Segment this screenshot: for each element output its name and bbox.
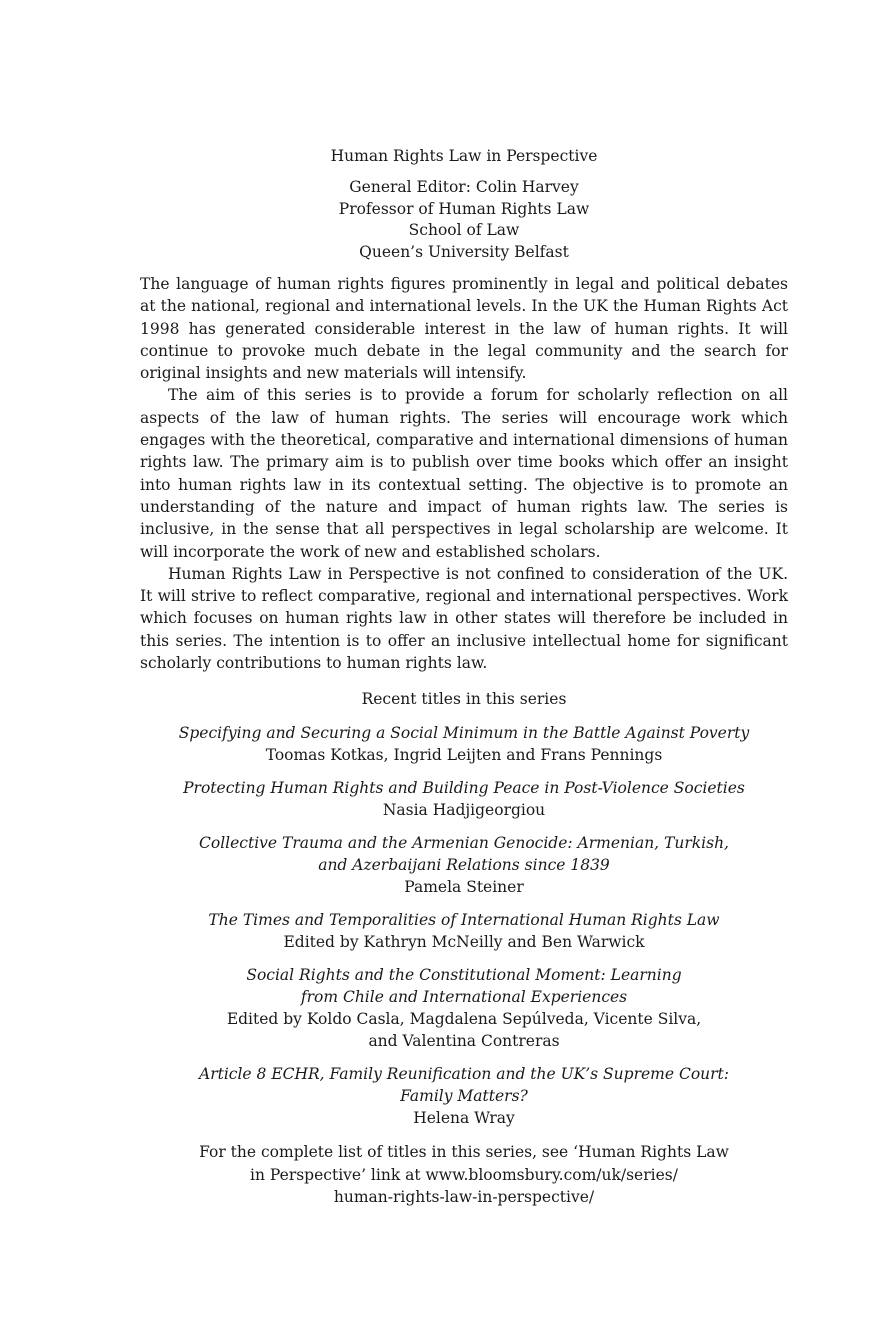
recent-titles-heading: Recent titles in this series [361,690,567,709]
editor-line: Queen’s University Belfast [359,242,569,261]
book-title: and Azerbaijani Relations since 1839 [318,856,610,875]
note-line: in Perspective’ link at www.bloomsbury.com/uk/series/ [250,1165,678,1184]
list-item [140,777,788,821]
note-line: human-rights-law-in-perspective/ [333,1188,595,1207]
list-item [140,832,788,898]
book-authors: Helena Wray [413,1109,515,1128]
list-item [140,909,788,953]
list-item [140,722,788,766]
book-title: Collective Trauma and the Armenian Genocide: Armenian, Turkish, [199,834,729,853]
book-title: Social Rights and the Constitutional Moment: Learning [246,966,682,985]
recent-titles-list [140,722,788,1129]
editor-line: General Editor: Colin Harvey [349,178,579,196]
list-item [140,1063,788,1129]
book-title: from Chile and International Experiences [300,988,628,1007]
aim-paragraph: The aim of this series is to provide a forum for scholarly reflection on all aspects of the law of human rights. The series will encourage work which engages with the theoretical, comparative and international dimensions of human rights law. The primary aim is to publish over time books which offer an insight into human rights law in its contextual setting. The objective is to promote an understanding of the nature and impact of human rights law. The series is inclusive, in the sense that all perspectives in legal scholarship are welcome. It will incorporate the work of new and established scholars. [140,386,788,561]
book-title: Specifying and Securing a Social Minimum in the Battle Against Poverty [178,724,750,743]
editor-line: Professor of Human Rights Law [338,199,590,218]
series-title: Human Rights Law in Perspective [330,147,598,165]
book-authors: Edited by Kathryn McNeilly and Ben Warwick [283,933,645,952]
book-authors: Nasia Hadjigeorgiou [382,801,546,820]
book-title: Article 8 ECHR, Family Reunification and the UK’s Supreme Court: [199,1065,729,1084]
book-authors: and Valentina Contreras [368,1032,560,1051]
editor-block [140,177,788,263]
book-title: Family Matters? [400,1087,528,1106]
book-authors: Pamela Steiner [404,878,524,897]
note-line: For the complete list of titles in this series, see ‘Human Rights Law [199,1143,729,1162]
book-title: The Times and Temporalities of International Human Rights Law [208,911,720,930]
book-authors: Toomas Kotkas, Ingrid Leijten and Frans Pennings [265,746,663,765]
list-item [140,964,788,1052]
complete-list-note [140,1141,788,1209]
book-title: Protecting Human Rights and Building Peace in Post-Violence Societies [183,779,745,798]
intro-paragraph: The language of human rights figures prominently in legal and political debates at the national, regional and international levels. In the UK the Human Rights Act 1998 has generated considerable interest in the law of human rights. It will continue to provoke much debate in the legal community and the search for original insights and new materials will intensify. [140,275,788,383]
book-authors: Edited by Koldo Casla, Magdalena Sepúlveda, Vicente Silva, [226,1010,702,1029]
series-page [140,145,788,1209]
scope-paragraph: Human Rights Law in Perspective is not confined to consideration of the UK. It will strive to reflect comparative, regional and international perspectives. Work which focuses on human rights law in other states will therefore be included in this series. The intention is to offer an inclusive intellectual home for significant scholarly contributions to human rights law. [140,564,788,673]
editor-line: School of Law [408,221,520,239]
